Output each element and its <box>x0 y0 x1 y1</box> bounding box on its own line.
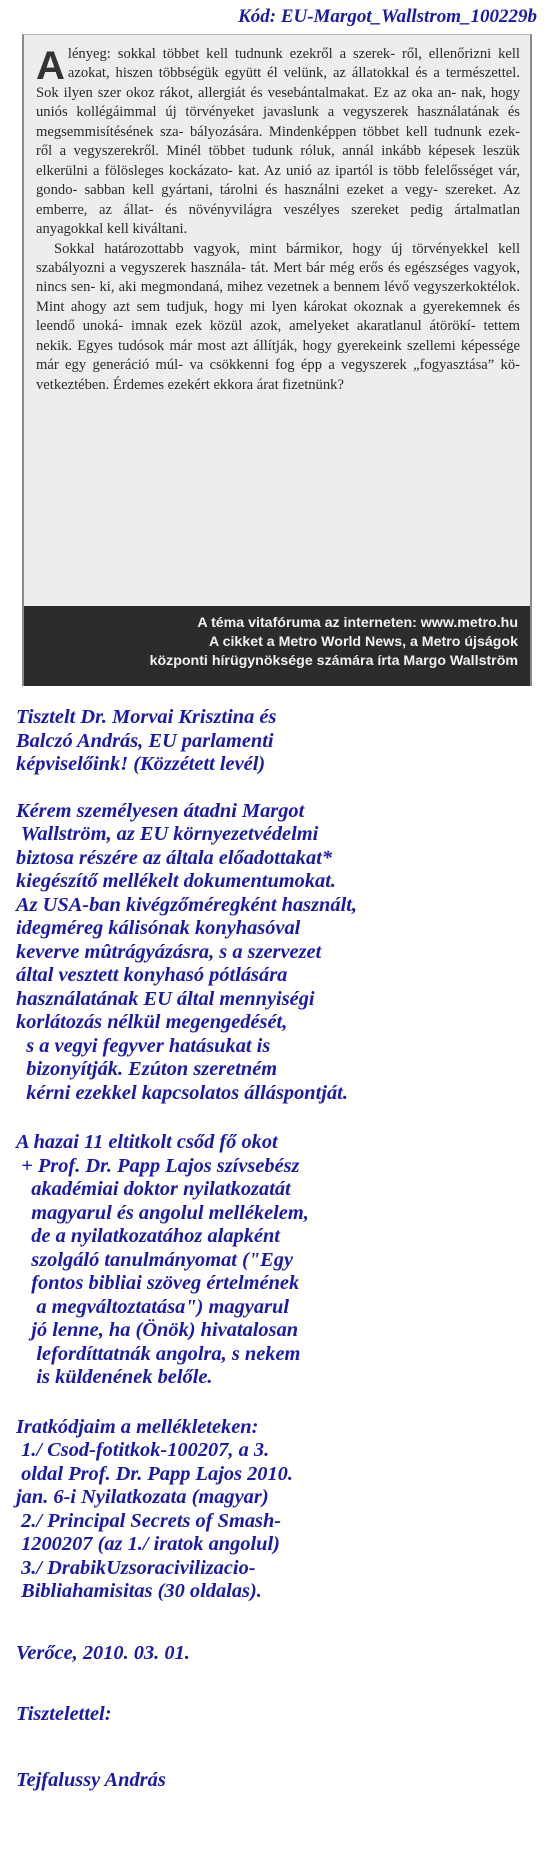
letter-line: de a nyilatkozatához alapként <box>16 1225 280 1247</box>
closing: Tisztelettel: <box>16 1703 112 1725</box>
letter-line: bizonyítják. Ezúton szeretném <box>16 1058 278 1080</box>
footer-line-source: A cikket a Metro World News, a Metro újságok <box>208 634 518 650</box>
letter-line: korlátozás nélkül megengedését, <box>16 1011 288 1033</box>
attachment-item: oldal Prof. Dr. Papp Lajos 2010. <box>16 1462 293 1485</box>
letter-line: akadémiai doktor nyilatkozatát <box>16 1178 291 1200</box>
article-line: okoz rákot, allergiát és vesebántalmakat. Ez az oka an- <box>126 84 457 101</box>
article-line: új törvényekkel kell szabályozni a vegyszerek használa- <box>36 240 520 276</box>
article-footer <box>24 606 530 686</box>
letter-line: kiegészítő mellékelt dokumentumokat. <box>16 870 337 892</box>
attachment-item: 3./ DrabikUzsoracivilizacio- <box>16 1556 256 1579</box>
footer-line-author: központi hírügynöksége számára írta Margo Wallström <box>149 653 518 669</box>
article-line: ki, aki megmondaná, mihez vezetnek a bennem lévő <box>99 279 410 296</box>
letter-line: jó lenne, ha (Önök) hivatalosan <box>16 1319 299 1341</box>
open-letter <box>16 706 544 1792</box>
article-line: imnak ezek közül azok, amelyeket akaratlanul átörökí- <box>131 318 476 335</box>
article-line: szereket. Az emberre, az állat- és növényvilágra veszélyes <box>36 182 521 218</box>
attachment-item: jan. 6-i Nyilatkozata (magyar) <box>16 1486 269 1508</box>
attachment-item: 1200207 (az 1./ iratok angolul) <box>16 1533 280 1555</box>
article-line: kat. Az unió az ipartól is több felelősséget vár, gondo- <box>36 162 520 199</box>
letter-salutation <box>16 706 544 777</box>
article-line: szereket pedig ártalmatlan anyagokkal kell kiváltani. <box>36 201 520 238</box>
letter-paragraph-2 <box>16 1131 544 1390</box>
article-text <box>36 45 520 395</box>
letter-line: keverve mûtrágyázásra, s a szervezet <box>16 940 322 963</box>
place-date: Verőce, 2010. 03. 01. <box>16 1641 190 1664</box>
signature: Tejfalussy András <box>16 1768 166 1791</box>
newspaper-clipping <box>22 34 532 686</box>
salutation-line: képviselőink! (Közzétett levél) <box>16 753 266 775</box>
article-line: gyerekeink szellemi képessége már egy generáció múl- <box>36 337 520 374</box>
letter-line: Kérem személyesen átadni Margot <box>16 799 305 822</box>
article-line: bályozására. Mindenképpen többet kell tudnunk ezek- <box>189 123 520 140</box>
letter-paragraph-1 <box>16 800 544 1106</box>
attachment-item: Bibliahamisitas (30 oldalas). <box>16 1580 262 1602</box>
article-paragraph-1 <box>36 45 520 240</box>
letter-line: Wallström, az EU környezetvédelmi <box>16 823 319 845</box>
letter-line: s a vegyi fegyver hatásukat is <box>16 1034 271 1057</box>
letter-line: lefordíttatnák angolra, s nekem <box>16 1342 301 1365</box>
article-line: Sokkal határozottabb vagyok, mint bármikor, hogy <box>54 240 382 257</box>
letter-line: A hazai 11 eltitkolt csőd fő okot <box>16 1131 278 1153</box>
article-paragraph-2 <box>36 240 520 396</box>
letter-line: által vesztett konyhasó pótlására <box>16 964 288 986</box>
article-line: lyen károkat okoznak a gyerekemnek és leendő unoká- <box>36 298 520 335</box>
attachment-list <box>16 1439 544 1604</box>
letter-line: + Prof. Dr. Papp Lajos szívsebész <box>16 1154 300 1177</box>
salutation-line: Balczó András, EU parlamenti <box>16 729 274 752</box>
drop-cap: A <box>36 44 65 88</box>
attachment-item: 1./ Csod-fotitkok-100207, a 3. <box>16 1439 270 1461</box>
article-line: lényeg: sokkal többet kell tudnunk ezekről a szerek- <box>67 46 396 62</box>
letter-line: magyarul és angolul mellékelem, <box>16 1201 309 1224</box>
letter-line: a megváltoztatása") magyarul <box>16 1295 289 1318</box>
article-line: ről, ellenőrizni kell azokat, hiszen többségük együtt <box>67 46 520 82</box>
document-code: Kód: EU-Margot_Wallstrom_100229b <box>238 6 537 27</box>
letter-line: Az USA-ban kivégzőméregként használt, <box>16 893 358 916</box>
letter-line: idegméreg kálisónak konyhasóval <box>16 917 301 939</box>
letter-line: szolgáló tanulmányomat ("Egy <box>16 1248 293 1271</box>
article-line: tettem nekik. Egyes tudósok már most azt állítják, hogy <box>36 318 520 354</box>
article-line: tát. Mert bár még erős és egészséges vagyok, nincs sen- <box>36 259 520 296</box>
article-line: a vegyszerek használatának és megsemmisítésének sza- <box>36 104 520 140</box>
article-line: va csökkenni fog épp a vegyszerek „fogyasztása” kö- <box>189 357 521 374</box>
attachment-list-intro: Iratkódjaim a mellékleteken: <box>16 1415 259 1438</box>
salutation-line: Tisztelt Dr. Morvai Krisztina és <box>16 706 277 728</box>
attachment-item: 2./ Principal Secrets of Smash- <box>16 1509 282 1532</box>
article-line: vegyszerkoktélok. Mint ahogy azt sem tudjuk, hogy mi <box>36 279 520 315</box>
letter-line: kérni ezekkel kapcsolatos álláspontját. <box>16 1081 348 1104</box>
article-line: vetkeztében. Érdemes ezekért ekkora árat fizetnünk? <box>36 376 344 393</box>
letter-line: is küldenének belőle. <box>16 1366 213 1388</box>
article-line: nak, hogy uniós kollégáimmal új törvényeket javaslunk <box>36 84 521 121</box>
article-line: ről a vegyszerekről. Minél többet tudunk róluk, annál <box>36 143 374 160</box>
letter-line: használatának EU által mennyiségi <box>16 987 315 1010</box>
article-line: él velünk, az állatokkal és a természettel. Sok ilyen szer <box>36 65 520 101</box>
letter-line: fontos bibliai szöveg értelmének <box>16 1272 300 1294</box>
article-line: inkább képesek leszük elkerülni a fölösleges kockázato- <box>36 143 520 179</box>
article-line: sabban kell gyártani, tárolni és használni ezeket a vegy- <box>84 182 439 199</box>
footer-line-forum: A téma vitafóruma az interneten: www.metro.hu <box>197 615 518 631</box>
letter-line: biztosa részére az általa előadottakat* <box>16 846 333 869</box>
